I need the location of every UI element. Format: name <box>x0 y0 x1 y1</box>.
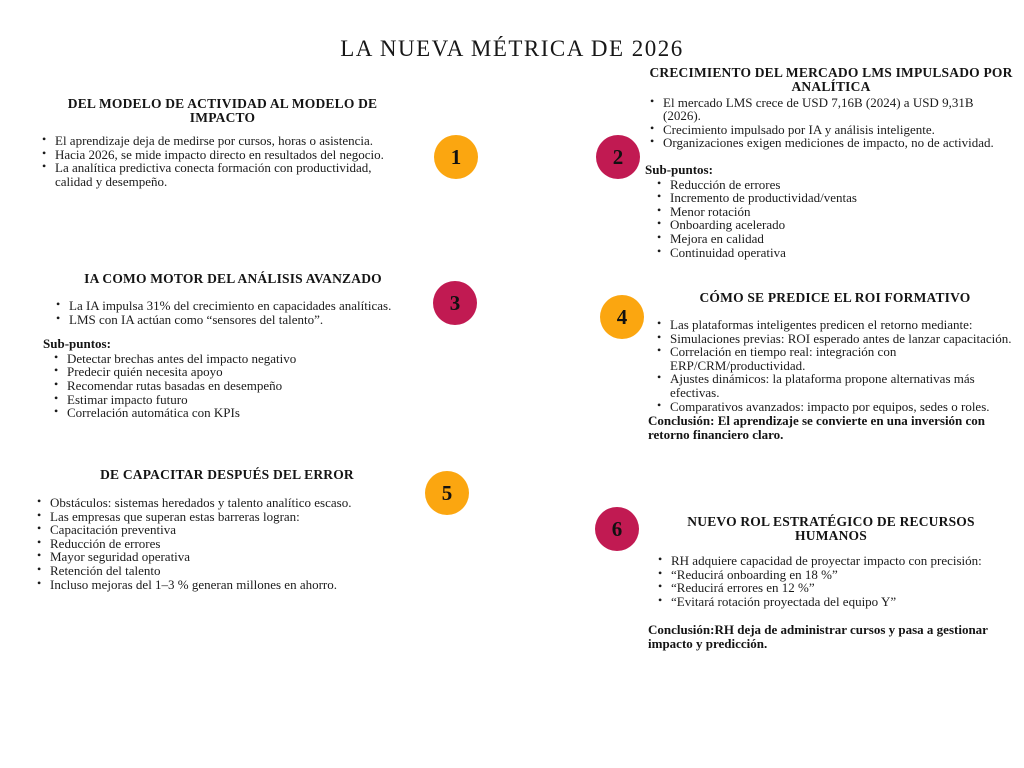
bullet-item: • Onboarding acelerado <box>657 218 1017 232</box>
section-roi-formativo <box>648 291 1022 442</box>
section-1-bullet-list <box>42 134 407 188</box>
bullet-item: • Incremento de productividad/ventas <box>657 191 1017 205</box>
bullet-item: • Correlación automática con KPIs <box>54 406 428 420</box>
bullet-item: • Correlación en tiempo real: integración con ERP/CRM/productividad. <box>657 345 1013 372</box>
bullet-item: • Retención del talento <box>37 564 429 578</box>
bullet-item: • Estimar impacto futuro <box>54 393 428 407</box>
bullet-item: • La IA impulsa 31% del crecimiento en capacidades analíticas. <box>56 299 401 313</box>
bullet-item: • “Reducirá errores en 12 %” <box>658 581 1003 595</box>
section-del-modelo-de-actividad <box>30 97 415 188</box>
bullet-item: • El mercado LMS crece de USD 7,16B (2024) a USD 9,31B (2026). <box>650 96 1010 123</box>
section-ia-motor-analisis <box>38 272 428 420</box>
section-4-bullet-list <box>657 318 1013 413</box>
bullet-item: • Continuidad operativa <box>657 246 1017 260</box>
section-6-conclusion: Conclusión:RH deja de administrar cursos y pasa a gestionar impacto y predicción. <box>648 622 988 652</box>
bullet-item: • Crecimiento impulsado por IA y análisis inteligente. <box>650 123 1010 137</box>
step-badge-1: 1 <box>434 135 478 179</box>
bullet-item: • Ajustes dinámicos: la plataforma propone alternativas más efectivas. <box>657 372 1013 399</box>
section-2-subpoint-list <box>657 178 1017 260</box>
section-5-title: DE CAPACITAR DESPUÉS DEL ERROR <box>100 467 354 482</box>
bullet-item: • Simulaciones previas: ROI esperado antes de lanzar capacitación. <box>657 332 1013 346</box>
bullet-item: • Reducción de errores <box>37 537 429 551</box>
section-crecimiento-mercado-lms <box>645 66 1017 259</box>
bullet-item: • Predecir quién necesita apoyo <box>54 365 428 379</box>
section-2-bullet-list <box>650 96 1010 150</box>
bullet-item: • Incluso mejoras del 1–3 % generan millones en ahorro. <box>37 578 429 592</box>
section-1-title: DEL MODELO DE ACTIVIDAD AL MODELO DE IMPACTO <box>67 96 378 125</box>
step-badge-6: 6 <box>595 507 639 551</box>
bullet-item: • El aprendizaje deja de medirse por cursos, horas o asistencia. <box>42 134 407 148</box>
section-3-title: IA COMO MOTOR DEL ANÁLISIS AVANZADO <box>84 271 382 286</box>
step-badge-2: 2 <box>596 135 640 179</box>
section-6-title: NUEVO ROL ESTRATÉGICO DE RECURSOS HUMANOS <box>687 514 975 543</box>
bullet-item: • Obstáculos: sistemas heredados y talento analítico escaso. <box>37 496 429 510</box>
bullet-item: • Las empresas que superan estas barreras logran: <box>37 510 429 524</box>
bullet-item: • Comparativos avanzados: impacto por equipos, sedes o roles. <box>657 400 1013 414</box>
section-2-subpoints-label: Sub-puntos: <box>645 161 713 177</box>
bullet-item: • RH adquiere capacidad de proyectar impacto con precisión: <box>658 554 1003 568</box>
bullet-item: • Las plataformas inteligentes predicen el retorno mediante: <box>657 318 1013 332</box>
section-rol-estrategico-rh <box>650 515 1012 651</box>
step-badge-4: 4 <box>600 295 644 339</box>
section-3-subpoint-list <box>54 352 428 420</box>
bullet-item: • “Reducirá onboarding en 18 %” <box>658 568 1003 582</box>
section-6-bullet-list <box>658 554 1003 608</box>
bullet-item: • Reducción de errores <box>657 178 1017 192</box>
section-3-subpoints-label: Sub-puntos: <box>43 336 111 352</box>
step-badge-5: 5 <box>425 471 469 515</box>
page-title: LA NUEVA MÉTRICA DE 2026 <box>340 36 684 62</box>
bullet-item: • Organizaciones exigen mediciones de impacto, no de actividad. <box>650 136 1010 150</box>
bullet-item: • Mayor seguridad operativa <box>37 550 429 564</box>
bullet-item: • Capacitación preventiva <box>37 523 429 537</box>
section-4-title: CÓMO SE PREDICE EL ROI FORMATIVO <box>699 290 971 305</box>
section-capacitar-despues-error <box>25 468 429 591</box>
bullet-item: • Menor rotación <box>657 205 1017 219</box>
section-4-conclusion: Conclusión: El aprendizaje se convierte en una inversión con retorno financiero claro. <box>648 413 986 442</box>
section-3-bullet-list <box>56 299 401 326</box>
bullet-item: • Recomendar rutas basadas en desempeño <box>54 379 428 393</box>
step-badge-3: 3 <box>433 281 477 325</box>
bullet-item: • Detectar brechas antes del impacto negativo <box>54 352 428 366</box>
bullet-item: • Hacia 2026, se mide impacto directo en resultados del negocio. <box>42 148 407 162</box>
bullet-item: • LMS con IA actúan como “sensores del talento”. <box>56 313 401 327</box>
section-5-bullet-list <box>37 496 429 591</box>
section-2-title: CRECIMIENTO DEL MERCADO LMS IMPULSADO POR ANALÍTICA <box>649 65 1013 94</box>
bullet-item: • La analítica predictiva conecta formación con productividad, calidad y desempeño. <box>42 161 407 188</box>
bullet-item: • “Evitará rotación proyectada del equipo Y” <box>658 595 1003 609</box>
bullet-item: • Mejora en calidad <box>657 232 1017 246</box>
